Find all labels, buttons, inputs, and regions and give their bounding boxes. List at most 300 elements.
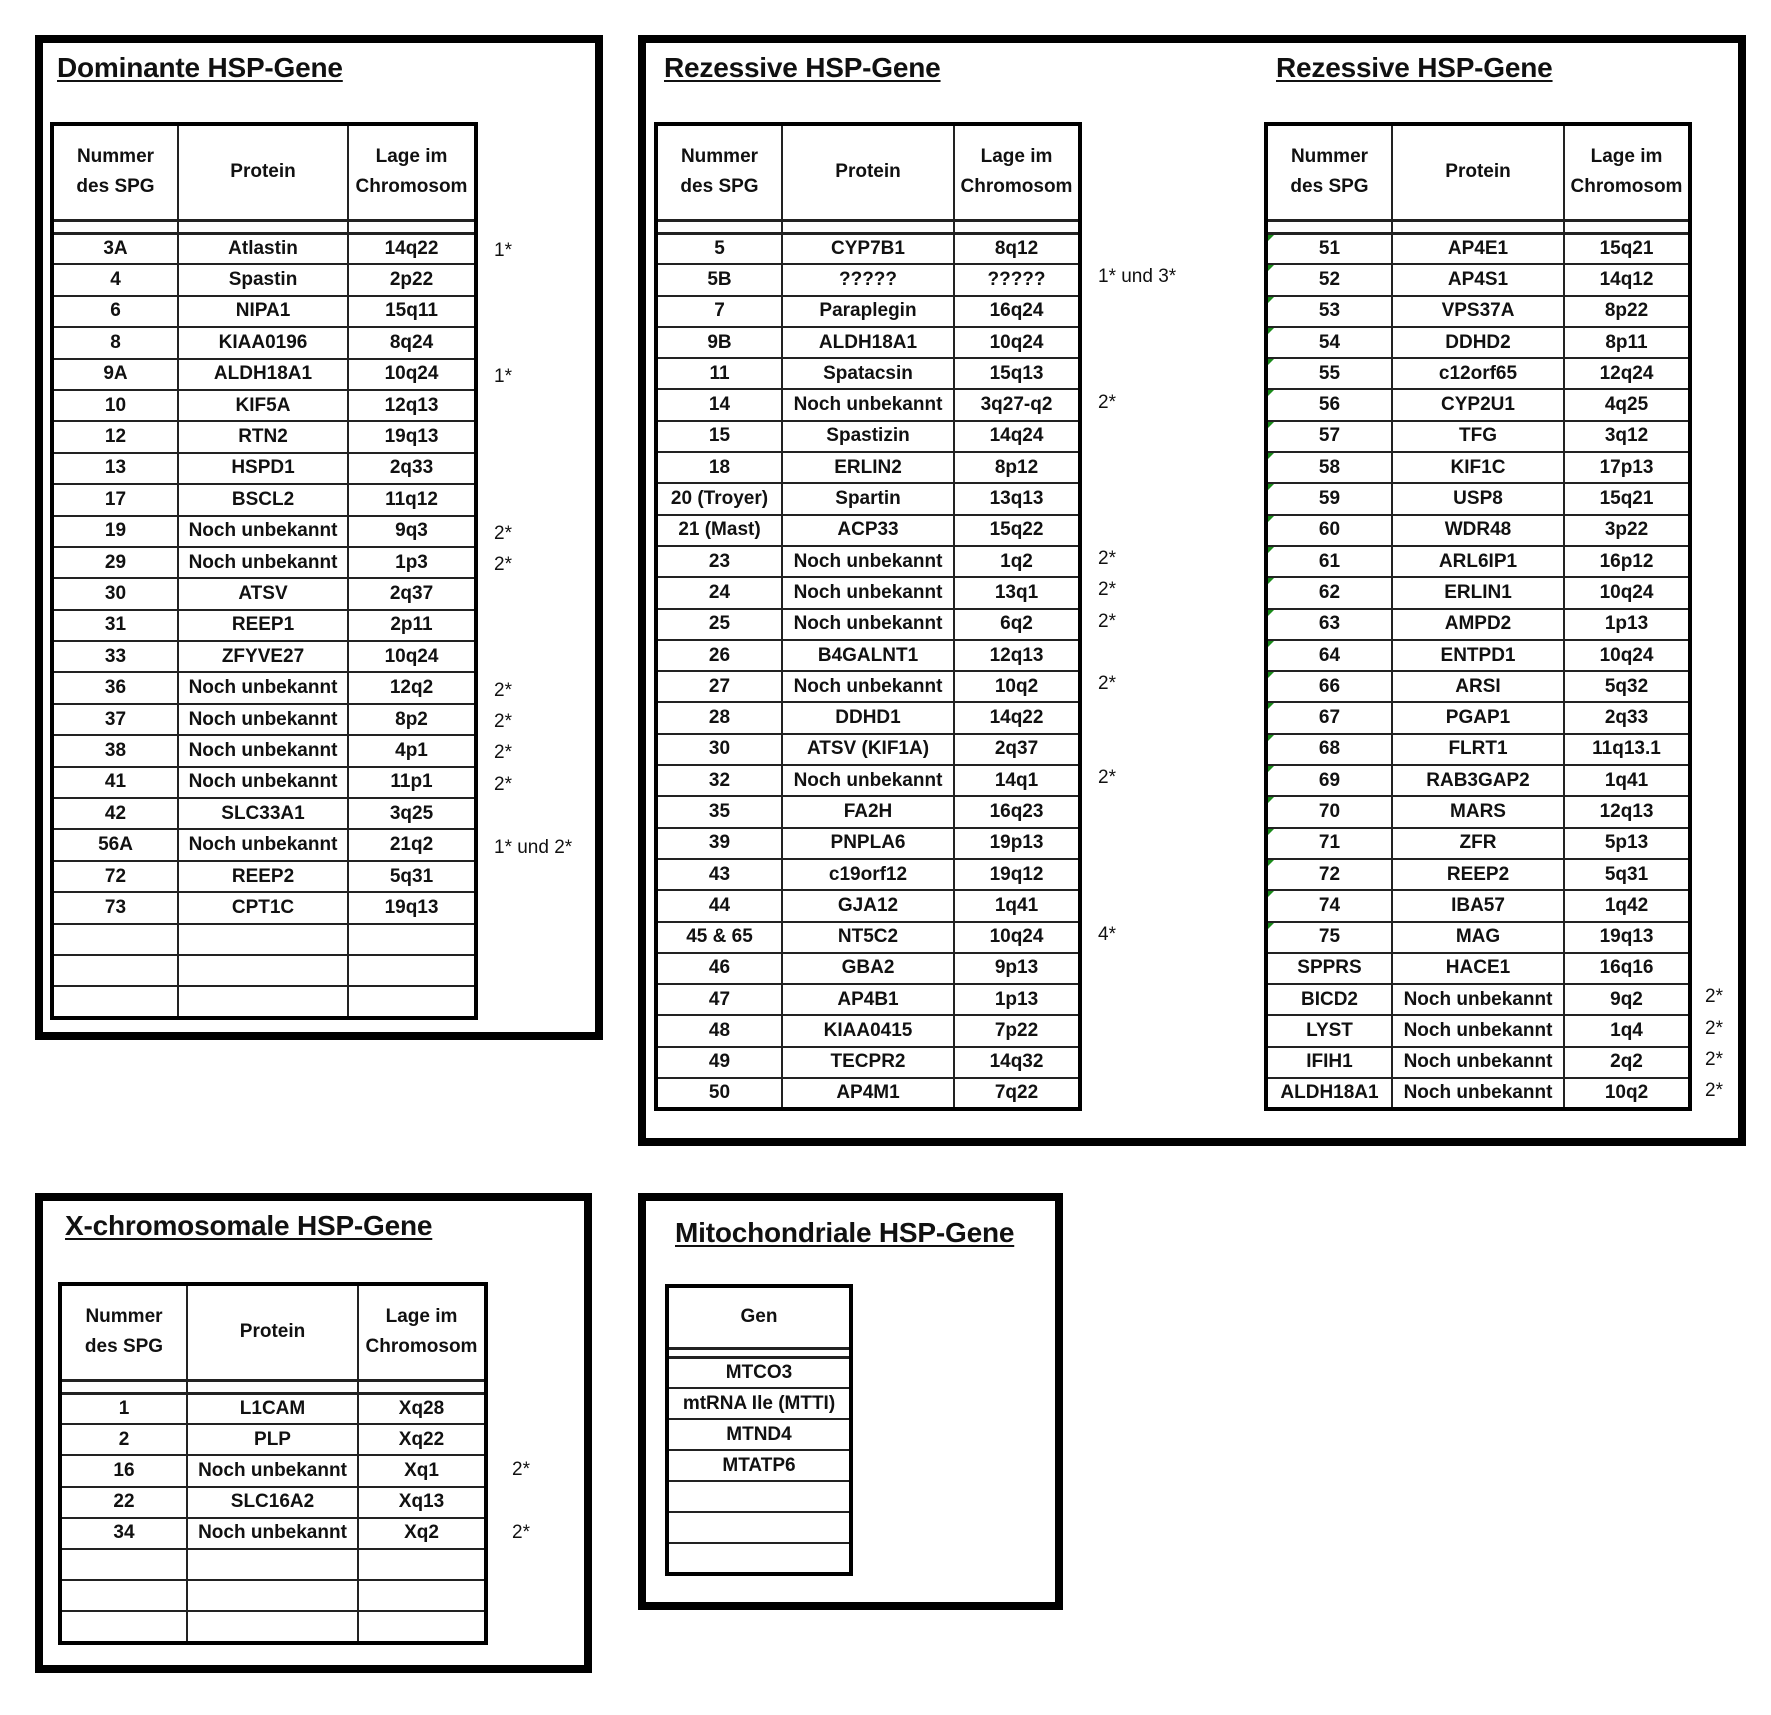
cell-location: Xq22 [358, 1424, 486, 1455]
table-row [52, 390, 476, 421]
cell-protein: ACP33 [782, 515, 954, 546]
cell-location: 6q2 [954, 609, 1080, 640]
cell-spg: 47 [656, 984, 782, 1015]
cell-location: ????? [954, 264, 1080, 295]
cell-protein: MAG [1392, 922, 1564, 953]
cell-spg: 61 [1266, 546, 1392, 577]
cell-location: 1q42 [1564, 890, 1690, 921]
header-protein: Protein [187, 1284, 358, 1380]
table-row [656, 828, 1080, 859]
cell-spg: 4 [52, 264, 178, 295]
cell-marker-icon [1268, 641, 1274, 647]
cell-spg: 7 [656, 296, 782, 327]
table-row [52, 892, 476, 923]
cell-location: 7q22 [954, 1078, 1080, 1109]
cell-spg: 70 [1266, 796, 1392, 827]
cell-spg: 49 [656, 1047, 782, 1078]
table-row [656, 546, 1080, 577]
cell-protein: L1CAM [187, 1393, 358, 1424]
header-location: Lage im Chromosom [348, 124, 476, 220]
table-row [52, 296, 476, 327]
cell-spg: 24 [656, 577, 782, 608]
cell-spg: 17 [52, 484, 178, 515]
spacer-row [1266, 220, 1690, 233]
empty-row [667, 1512, 851, 1543]
table-row [656, 389, 1080, 420]
cell-protein: DDHD2 [1392, 327, 1564, 358]
cell-protein: CYP2U1 [1392, 389, 1564, 420]
table-row [52, 516, 476, 547]
cell-protein: DDHD1 [782, 702, 954, 733]
cell-protein: GBA2 [782, 953, 954, 984]
cell-location: 4q25 [1564, 389, 1690, 420]
cell-spg: LYST [1266, 1015, 1392, 1046]
cell-location: 5q31 [1564, 859, 1690, 890]
cell-spg: 41 [52, 767, 178, 798]
cell-protein: Noch unbekannt [178, 704, 348, 735]
cell-location: 1p3 [348, 547, 476, 578]
mitochondrial-title: Mitochondriale HSP-Gene [675, 1217, 1015, 1248]
cell-protein: SLC33A1 [178, 798, 348, 829]
cell-location: 1q41 [954, 890, 1080, 921]
footnote-marker: 2* [494, 711, 512, 732]
table-row [60, 1487, 486, 1518]
cell-protein: Atlastin [178, 233, 348, 264]
cell-location: 13q13 [954, 483, 1080, 514]
cell-marker-icon [1268, 703, 1274, 709]
cell-marker-icon [1268, 547, 1274, 553]
cell-spg: BICD2 [1266, 984, 1392, 1015]
cell-spg: 72 [1266, 859, 1392, 890]
cell-protein: AP4M1 [782, 1078, 954, 1109]
cell-location: 19q13 [348, 892, 476, 923]
cell-spg: 46 [656, 953, 782, 984]
cell-protein: NIPA1 [178, 296, 348, 327]
cell-location: 2p22 [348, 264, 476, 295]
cell-location: 5q31 [348, 861, 476, 892]
table-row [1266, 264, 1690, 295]
empty-row [60, 1611, 486, 1642]
cell-protein: AMPD2 [1392, 609, 1564, 640]
cell-location: 5q32 [1564, 671, 1690, 702]
footnote-marker: 2* [494, 522, 512, 544]
cell-protein: CYP7B1 [782, 233, 954, 264]
cell-marker-icon [1268, 860, 1274, 866]
cell-location: 12q24 [1564, 358, 1690, 389]
cell-spg: 66 [1266, 671, 1392, 702]
cell-location: 10q24 [1564, 640, 1690, 671]
cell-location: 2q37 [954, 734, 1080, 765]
table-row [656, 233, 1080, 264]
table-row [60, 1518, 486, 1549]
cell-spg: ALDH18A1 [1266, 1078, 1392, 1109]
cell-location: 15q21 [1564, 233, 1690, 264]
cell-location: 5p13 [1564, 828, 1690, 859]
table-row [1266, 389, 1690, 420]
cell-protein: Spastizin [782, 421, 954, 452]
cell-spg: 67 [1266, 702, 1392, 733]
empty-cell [52, 986, 178, 1017]
cell-location: 19q13 [348, 421, 476, 452]
cell-marker-icon [1268, 891, 1274, 897]
table-row [1266, 546, 1690, 577]
empty-row [667, 1481, 851, 1512]
empty-row [52, 986, 476, 1017]
cell-location: 12q13 [954, 640, 1080, 671]
cell-location: 8q12 [954, 233, 1080, 264]
mitochondrial-table [665, 1284, 853, 1576]
cell-protein: KIF5A [178, 390, 348, 421]
cell-location: 9q2 [1564, 984, 1690, 1015]
empty-cell [358, 1549, 486, 1580]
cell-protein: Noch unbekannt [187, 1455, 358, 1486]
cell-location: 19p13 [954, 828, 1080, 859]
cell-spg: 26 [656, 640, 782, 671]
cell-spg: 35 [656, 796, 782, 827]
footnote-marker: 1* [494, 240, 512, 261]
cell-location: 16q23 [954, 796, 1080, 827]
table-row [656, 452, 1080, 483]
cell-gene: MTND4 [667, 1419, 851, 1450]
table-row [1266, 515, 1690, 546]
cell-spg: 62 [1266, 577, 1392, 608]
cell-marker-icon [1268, 766, 1274, 772]
cell-protein: REEP2 [178, 861, 348, 892]
cell-protein: VPS37A [1392, 296, 1564, 327]
header-number: Nummer des SPG [656, 124, 782, 220]
footnote-marker: 2* [1705, 1048, 1723, 1070]
table-row [656, 1078, 1080, 1109]
cell-protein: SLC16A2 [187, 1487, 358, 1518]
cell-location: Xq28 [358, 1393, 486, 1424]
cell-protein: c19orf12 [782, 859, 954, 890]
table-row [52, 704, 476, 735]
footnote-marker: 2* [1705, 1080, 1723, 1102]
cell-spg: 8 [52, 327, 178, 358]
cell-location: 11p1 [348, 767, 476, 798]
table-row [52, 359, 476, 390]
cell-protein: Noch unbekannt [178, 767, 348, 798]
cell-spg: 55 [1266, 358, 1392, 389]
table-row [656, 421, 1080, 452]
table-row [656, 984, 1080, 1015]
cell-protein: Noch unbekannt [782, 765, 954, 796]
cell-location: 11q13.1 [1564, 734, 1690, 765]
cell-spg: 21 (Mast) [656, 515, 782, 546]
cell-protein: c12orf65 [1392, 358, 1564, 389]
empty-cell [348, 986, 476, 1017]
footnote-marker: 2* [512, 1459, 530, 1481]
cell-location: Xq13 [358, 1487, 486, 1518]
footnote-marker: 2* [1098, 610, 1116, 632]
cell-protein: Noch unbekannt [1392, 1015, 1564, 1046]
cell-protein: Noch unbekannt [782, 671, 954, 702]
empty-row [52, 924, 476, 955]
cell-spg: 25 [656, 609, 782, 640]
table-row [656, 734, 1080, 765]
cell-location: 14q32 [954, 1047, 1080, 1078]
cell-marker-icon [1268, 422, 1274, 428]
table-row [656, 890, 1080, 921]
cell-spg: 23 [656, 546, 782, 577]
cell-protein: Noch unbekannt [1392, 1078, 1564, 1109]
cell-location: 3q12 [1564, 421, 1690, 452]
cell-spg: 9B [656, 327, 782, 358]
table-row [656, 1047, 1080, 1078]
cell-spg: 34 [60, 1518, 187, 1549]
cell-location: 4p1 [348, 735, 476, 766]
table-row [656, 859, 1080, 890]
cell-spg: 64 [1266, 640, 1392, 671]
table-row [667, 1450, 851, 1481]
table-row [1266, 953, 1690, 984]
cell-protein: ENTPD1 [1392, 640, 1564, 671]
cell-protein: Noch unbekannt [178, 547, 348, 578]
cell-protein: Spartin [782, 483, 954, 514]
dominant-title: Dominante HSP-Gene [57, 52, 343, 83]
header-location: Lage im Chromosom [954, 124, 1080, 220]
cell-marker-icon [1268, 453, 1274, 459]
cell-protein: KIAA0415 [782, 1015, 954, 1046]
cell-spg: 9A [52, 359, 178, 390]
cell-protein: TECPR2 [782, 1047, 954, 1078]
cell-location: 15q11 [348, 296, 476, 327]
footnote-marker: 2* [1098, 767, 1116, 789]
cell-location: 10q24 [348, 641, 476, 672]
cell-spg: 56A [52, 829, 178, 860]
table-row [1266, 296, 1690, 327]
empty-cell [60, 1549, 187, 1580]
cell-location: 10q24 [954, 327, 1080, 358]
header-number: Nummer des SPG [1266, 124, 1392, 220]
table-row [52, 421, 476, 452]
cell-protein: AP4B1 [782, 984, 954, 1015]
cell-spg: 74 [1266, 890, 1392, 921]
footnote-marker: 2* [494, 773, 512, 795]
cell-location: 1q41 [1564, 765, 1690, 796]
empty-row [60, 1549, 486, 1580]
table-row [52, 798, 476, 829]
cell-protein: Spatacsin [782, 358, 954, 389]
cell-spg: 56 [1266, 389, 1392, 420]
cell-location: 13q1 [954, 577, 1080, 608]
empty-cell [667, 1481, 851, 1512]
cell-spg: 38 [52, 735, 178, 766]
cell-marker-icon [1268, 265, 1274, 271]
cell-spg: 5B [656, 264, 782, 295]
table-row [52, 578, 476, 609]
cell-marker-icon [1268, 923, 1274, 929]
cell-location: 1q2 [954, 546, 1080, 577]
table-row [656, 922, 1080, 953]
spacer-row [656, 220, 1080, 233]
cell-marker-icon [1268, 359, 1274, 365]
cell-spg: SPPRS [1266, 953, 1392, 984]
cell-spg: 45 & 65 [656, 922, 782, 953]
table-row [52, 327, 476, 358]
table-row [667, 1357, 851, 1388]
dominant-table [50, 122, 478, 1020]
table-row [656, 671, 1080, 702]
empty-cell [358, 1580, 486, 1611]
cell-protein: B4GALNT1 [782, 640, 954, 671]
cell-location: 14q1 [954, 765, 1080, 796]
cell-spg: 69 [1266, 765, 1392, 796]
cell-spg: 14 [656, 389, 782, 420]
cell-spg: 32 [656, 765, 782, 796]
table-row [52, 672, 476, 703]
footnote-marker: 2* [494, 554, 512, 575]
footnote-marker: 1* [494, 365, 512, 387]
header-location: Lage im Chromosom [1564, 124, 1690, 220]
table-row [656, 358, 1080, 389]
cell-location: 9p13 [954, 953, 1080, 984]
cell-spg: 59 [1266, 483, 1392, 514]
cell-spg: 43 [656, 859, 782, 890]
cell-location: 9q3 [348, 516, 476, 547]
header-location: Lage im Chromosom [358, 1284, 486, 1380]
cell-location: 2q2 [1564, 1047, 1690, 1078]
cell-protein: KIAA0196 [178, 327, 348, 358]
table-row [52, 264, 476, 295]
cell-spg: 68 [1266, 734, 1392, 765]
cell-spg: 50 [656, 1078, 782, 1109]
cell-spg: 20 (Troyer) [656, 483, 782, 514]
header-number: Nummer des SPG [52, 124, 178, 220]
table-row [60, 1424, 486, 1455]
cell-spg: 48 [656, 1015, 782, 1046]
cell-location: 8p22 [1564, 296, 1690, 327]
cell-spg: 30 [52, 578, 178, 609]
cell-protein: Noch unbekannt [782, 609, 954, 640]
cell-location: 3p22 [1564, 515, 1690, 546]
cell-location: 16q16 [1564, 953, 1690, 984]
cell-location: 10q2 [954, 671, 1080, 702]
cell-protein: Noch unbekannt [782, 577, 954, 608]
cell-spg: 22 [60, 1487, 187, 1518]
table-row [656, 765, 1080, 796]
footnote-marker: 2* [1098, 548, 1116, 569]
cell-spg: 29 [52, 547, 178, 578]
cell-protein: RTN2 [178, 421, 348, 452]
table-row [656, 515, 1080, 546]
cell-protein: ARL6IP1 [1392, 546, 1564, 577]
table-row [60, 1455, 486, 1486]
cell-location: 16q24 [954, 296, 1080, 327]
x-linked-title: X-chromosomale HSP-Gene [65, 1210, 433, 1241]
table-row [1266, 1015, 1690, 1046]
cell-spg: 5 [656, 233, 782, 264]
cell-spg: 60 [1266, 515, 1392, 546]
cell-marker-icon [1268, 797, 1274, 803]
empty-cell [348, 924, 476, 955]
table-row [667, 1419, 851, 1450]
table-row [656, 483, 1080, 514]
cell-protein: FA2H [782, 796, 954, 827]
cell-spg: 12 [52, 421, 178, 452]
header-protein: Protein [782, 124, 954, 220]
table-row [656, 296, 1080, 327]
empty-cell [187, 1611, 358, 1642]
cell-protein: Paraplegin [782, 296, 954, 327]
cell-protein: ERLIN1 [1392, 577, 1564, 608]
cell-spg: 28 [656, 702, 782, 733]
footnote-marker: 2* [1098, 579, 1116, 601]
cell-spg: 57 [1266, 421, 1392, 452]
header-protein: Protein [178, 124, 348, 220]
cell-location: 10q2 [1564, 1078, 1690, 1109]
cell-location: 10q24 [954, 922, 1080, 953]
cell-protein: MARS [1392, 796, 1564, 827]
cell-spg: 58 [1266, 452, 1392, 483]
cell-spg: 18 [656, 452, 782, 483]
table-row [1266, 922, 1690, 953]
cell-location: 21q2 [348, 829, 476, 860]
cell-protein: AP4S1 [1392, 264, 1564, 295]
cell-protein: Noch unbekannt [178, 735, 348, 766]
footnote-marker: 4* [1098, 923, 1116, 945]
header-gene: Gen [667, 1286, 851, 1348]
table-row [656, 702, 1080, 733]
footnote-marker: 2* [1098, 391, 1116, 413]
cell-location: 14q22 [348, 233, 476, 264]
table-row [1266, 828, 1690, 859]
cell-spg: 19 [52, 516, 178, 547]
cell-spg: 71 [1266, 828, 1392, 859]
empty-cell [52, 955, 178, 986]
table-row [1266, 640, 1690, 671]
cell-spg: 3A [52, 233, 178, 264]
cell-marker-icon [1268, 390, 1274, 396]
cell-spg: 72 [52, 861, 178, 892]
cell-protein: TFG [1392, 421, 1564, 452]
cell-location: Xq1 [358, 1455, 486, 1486]
cell-location: 12q13 [1564, 796, 1690, 827]
cell-spg: 63 [1266, 609, 1392, 640]
cell-location: 15q21 [1564, 483, 1690, 514]
cell-gene: MTCO3 [667, 1357, 851, 1388]
table-row [667, 1388, 851, 1419]
table-row [52, 641, 476, 672]
cell-marker-icon [1268, 484, 1274, 490]
cell-spg: 10 [52, 390, 178, 421]
header-number: Nummer des SPG [60, 1284, 187, 1380]
cell-location: 3q27-q2 [954, 389, 1080, 420]
cell-protein: Noch unbekannt [782, 389, 954, 420]
cell-location: Xq2 [358, 1518, 486, 1549]
spacer-row [60, 1380, 486, 1393]
cell-marker-icon [1268, 672, 1274, 678]
cell-marker-icon [1268, 735, 1274, 741]
cell-protein: KIF1C [1392, 452, 1564, 483]
cell-location: 15q22 [954, 515, 1080, 546]
table-row [52, 547, 476, 578]
cell-gene: MTATP6 [667, 1450, 851, 1481]
cell-protein: GJA12 [782, 890, 954, 921]
cell-location: 19q13 [1564, 922, 1690, 953]
table-row [1266, 609, 1690, 640]
footnote-marker: 2* [512, 1521, 530, 1543]
footnote-marker: 2* [1705, 986, 1723, 1008]
table-row [656, 953, 1080, 984]
cell-location: 3q25 [348, 798, 476, 829]
table-row [52, 861, 476, 892]
cell-spg: 30 [656, 734, 782, 765]
cell-protein: ARSI [1392, 671, 1564, 702]
empty-cell [178, 924, 348, 955]
cell-spg: 54 [1266, 327, 1392, 358]
table-row [1266, 577, 1690, 608]
